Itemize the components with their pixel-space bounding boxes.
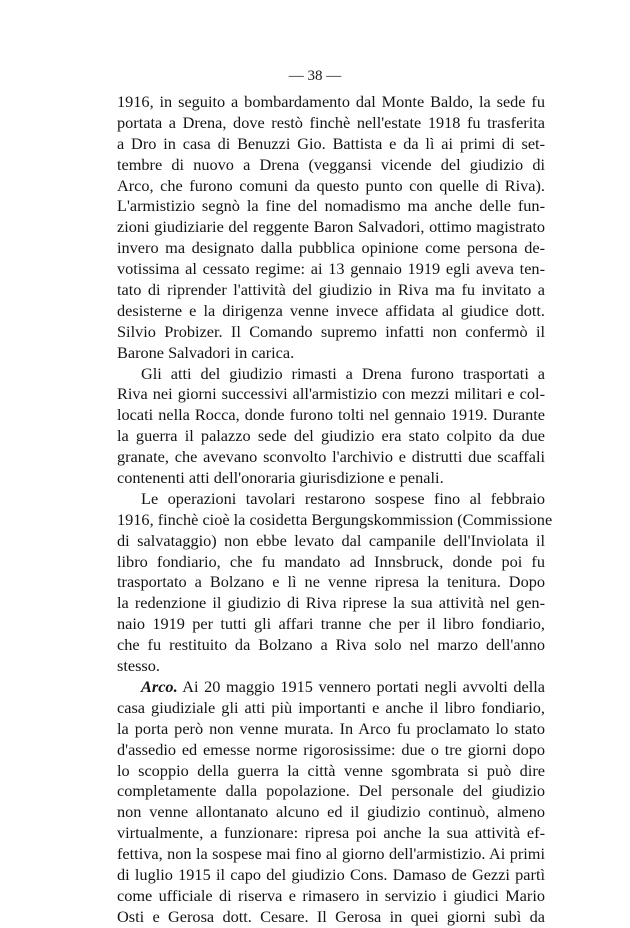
text-line: non venne allontanato alcuno ed il giudizio continuò, almeno (117, 802, 545, 822)
text-line: Riva nei giorni successivi all'armistizio con mezzi militari e col- (117, 384, 545, 404)
text-line: contenenti atti dell'onoraria giurisdizione e penali. (117, 468, 444, 488)
text-line: 1916, in seguito a bombardamento dal Monte Baldo, la sede fu (117, 92, 545, 111)
text-line: 1916, finchè cioè la cosidetta Bergungskommission (Commissione (117, 509, 553, 529)
section-heading-arco: Arco. (141, 676, 178, 696)
text-line: come ufficiale di riserva e rimasero in servizio i giudici Mario (117, 885, 545, 905)
text-line: completamente dalla popolazione. Del personale del giudizio (117, 781, 545, 801)
text-line: zioni giudiziarie del reggente Baron Salvadori, ottimo magistrato (117, 217, 545, 237)
text-line: libro fondiario, che fu mandato ad Innsbruck, donde poi fu (117, 551, 545, 571)
page-number: — 38 — (288, 68, 342, 84)
text-line: lo scoppio della guerra la città venne sgombrata si può dire (117, 760, 545, 780)
text-line: granate, che avevano sconvolto l'archivio e distrutti due scaffali (117, 447, 545, 467)
body-text (117, 92, 553, 928)
text-line: d'assedio ed emesse norme rigorosissime: due o tre giorni dopo (117, 739, 545, 759)
text-line: a Dro in casa di Benuzzi Gio. Battista e da lì ai primi di set- (117, 133, 545, 153)
text-line: tato di riprender l'attività del giudizio in Riva ma fu invitato a (117, 280, 545, 300)
text-line: tembre di nuovo a Drena (veggansi vicende del giudizio di (117, 154, 545, 174)
text-line: che fu restituito da Bolzano a Riva solo nel marzo dell'anno (117, 635, 545, 655)
text-line: la porta però non venne murata. In Arco fu proclamato lo stato (117, 718, 545, 738)
text-line: la guerra il palazzo sede del giudizio era stato colpito da due (117, 426, 545, 446)
text-line: virtualmente, a funzionare: ripresa poi anche la sua attività ef- (117, 823, 545, 843)
text-line: Barone Salvadori in carica. (117, 342, 295, 362)
text-line: desisterne e la dirigenza venne invece affidata al giudice dott. (117, 300, 545, 320)
text-line-fragment: Ai 20 maggio 1915 vennero portati negli avvolti della (182, 676, 546, 696)
text-line: Osti e Gerosa dott. Cesare. Il Gerosa in quei giorni subì da (117, 906, 545, 926)
text-line: fettiva, non la sospese mai fino al giorno dell'armistizio. Ai primi (117, 844, 545, 864)
text-line: di luglio 1915 il capo del giudizio Cons. Damaso de Gezzi partì (117, 864, 545, 884)
text-line: invero ma designato dalla pubblica opinione come persona de- (117, 238, 545, 258)
text-line: Le operazioni tavolari restarono sospese fino al febbraio (141, 488, 545, 508)
text-line: Gli atti del giudizio rimasti a Drena furono trasportati a (141, 363, 545, 383)
text-line (117, 677, 545, 698)
text-line: Arco, che furono comuni da questo punto con quelle di Riva). (117, 175, 545, 195)
text-line: L'armistizio segnò la fine del nomadismo ma anche delle fun- (117, 196, 545, 216)
text-line: la redenzione il giudizio di Riva riprese la sua attività nel gen- (117, 593, 545, 613)
text-line: portata a Drena, dove restò finchè nell'estate 1918 fu trasferita (117, 112, 545, 132)
text-line: stesso. (117, 656, 160, 676)
text-line: casa giudiziale gli atti più importanti e anche il libro fondiario, (117, 697, 545, 717)
text-line: locati nella Rocca, donde furono tolti nel gennaio 1919. Durante (117, 405, 545, 425)
text-line: Silvio Probizer. Il Comando supremo infatti non confermò il (117, 321, 545, 341)
text-line: trasportato a Bolzano e lì ne venne ripresa la tenitura. Dopo (117, 572, 545, 592)
text-line: di salvataggio) non ebbe levato dal campanile dell'Inviolata il (117, 530, 545, 550)
text-line: votissima al cessato regime: ai 13 gennaio 1919 egli aveva ten- (117, 259, 545, 279)
text-line: naio 1919 per tutti gli affari tranne che per il libro fondiario, (117, 614, 545, 634)
